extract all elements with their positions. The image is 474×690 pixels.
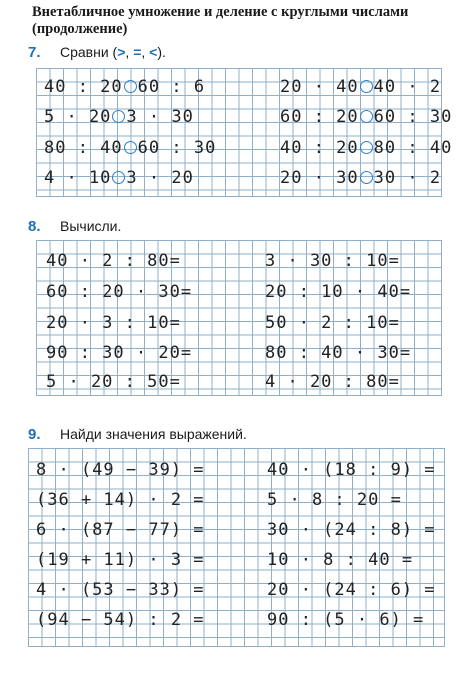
comparison-row: 20 · 30 30 · 2	[280, 168, 442, 188]
comparison-row: 5 · 20 3 · 30	[44, 107, 194, 127]
expression: 20 · 3 : 10=	[46, 313, 181, 333]
comparison-circle[interactable]	[124, 141, 137, 154]
expression: 90 : (5 · 6) =	[267, 610, 425, 630]
comparison-circle[interactable]	[112, 171, 125, 184]
exercise-8-header	[28, 218, 121, 235]
expression: (94 − 54) : 2 =	[36, 610, 205, 630]
comparison-row: 60 : 20 60 : 30	[280, 107, 453, 127]
comparison-row: 40 : 20 60 : 6	[44, 77, 206, 97]
expression: 40 · (18 : 9) =	[267, 460, 436, 480]
expression: 5 · 8 : 20 =	[267, 490, 402, 510]
exercise-9-header	[28, 426, 247, 443]
expression: 3 · 30 : 10=	[265, 251, 400, 271]
expression: 6 · (87 − 77) =	[36, 520, 205, 540]
exercise-prompt: Найди значения выражений.	[60, 426, 247, 442]
comparison-circle[interactable]	[360, 171, 373, 184]
comparison-row: 20 · 40 40 · 2	[280, 77, 442, 97]
expression: 20 · (24 : 6) =	[267, 580, 436, 600]
comparison-circle[interactable]	[360, 141, 373, 154]
comparison-row: 40 : 20 80 : 40	[280, 138, 453, 158]
expression: 5 · 20 : 50=	[46, 372, 181, 392]
expression: 10 · 8 : 40 =	[267, 550, 414, 570]
expression: 8 · (49 − 39) =	[36, 460, 205, 480]
expression: 30 · (24 : 8) =	[267, 520, 436, 540]
exercise-number: 7.	[28, 44, 41, 61]
page-title: Внетабличное умножение и деление с круглыми числами (продолжение)	[32, 4, 409, 37]
expression: 20 : 10 · 40=	[265, 282, 412, 302]
expression: 4 · (53 − 33) =	[36, 580, 205, 600]
exercise-number: 9.	[28, 426, 41, 443]
comparison-circle[interactable]	[360, 110, 373, 123]
expression: 80 : 40 · 30=	[265, 343, 412, 363]
exercise-7-header	[28, 44, 166, 61]
comparison-row: 80 : 40 60 : 30	[44, 138, 217, 158]
comparison-row: 4 · 10 3 · 20	[44, 168, 194, 188]
comparison-circle[interactable]	[360, 80, 373, 93]
exercise-number: 8.	[28, 218, 41, 235]
expression: 4 · 20 : 80=	[265, 372, 400, 392]
comparison-circle[interactable]	[124, 80, 137, 93]
exercise-prompt: Сравни (>, =, <).	[60, 44, 166, 60]
exercise-prompt: Вычисли.	[60, 218, 122, 234]
expression: (36 + 14) · 2 =	[36, 490, 205, 510]
comparison-circle[interactable]	[112, 110, 125, 123]
expression: 90 : 30 · 20=	[46, 343, 193, 363]
expression: 60 : 20 · 30=	[46, 282, 193, 302]
expression: 40 · 2 : 80=	[46, 251, 181, 271]
expression: (19 + 11) · 3 =	[36, 550, 205, 570]
expression: 50 · 2 : 10=	[265, 313, 400, 333]
